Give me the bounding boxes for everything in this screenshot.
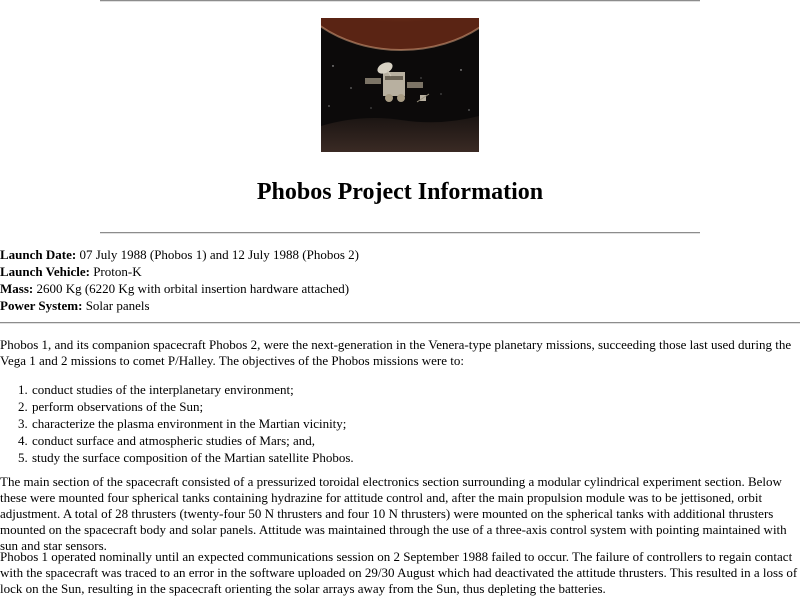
- fact-label: Launch Date:: [0, 247, 77, 262]
- fact-label: Mass:: [0, 281, 34, 296]
- fact-launch-vehicle: [0, 263, 800, 280]
- list-number: 2.: [18, 399, 28, 414]
- page-title: Phobos Project Information: [256, 179, 544, 205]
- list-item: [18, 415, 800, 432]
- list-number: 1.: [18, 382, 28, 397]
- fact-launch-date: [0, 246, 800, 263]
- list-item: [18, 398, 800, 415]
- fact-mass: [0, 280, 800, 297]
- fact-label: Power System:: [0, 298, 83, 313]
- list-number: 3.: [18, 416, 28, 431]
- spacecraft-description-paragraph: The main section of the spacecraft consisted of a pressurized toroidal electronics section surrounding a modular cylindrical experiment section. Below these were mounted four spherical tanks containing hydrazine for attitude control and, after the main propulsion module was to be jettisoned, orbit adjustment. A total of 28 thrusters (twenty-four 50 N thrusters and four 10 N thrusters) were mounted on the spherical tanks with additional thrusters mounted on the spacecraft body and solar panels. Attitude was maintained through the use of a three-axis control system with pointing maintained with sun and star sensors.: [0, 474, 787, 553]
- list-text: conduct studies of the interplanetary environment;: [32, 382, 294, 397]
- list-item: [18, 432, 800, 449]
- phobos1-status-paragraph: Phobos 1 operated nominally until an expected communications session on 2 September 1988 failed to occur. The failure of controllers to regain contact with the spacecraft was traced to an error in the software uploaded on 29/30 August which had deactivated the attitude thrusters. This resulted in a loss of lock on the Sun, resulting in the spacecraft orienting the solar arrays away from the Sun, thus depleting the batteries.: [0, 549, 798, 596]
- list-text: conduct surface and atmospheric studies of Mars; and,: [32, 433, 316, 448]
- list-text: characterize the plasma environment in the Martian vicinity;: [32, 416, 347, 431]
- list-item: [18, 381, 800, 398]
- list-text: perform observations of the Sun;: [32, 399, 204, 414]
- fact-value: 07 July 1988 (Phobos 1) and 12 July 1988 (Phobos 2): [76, 247, 359, 262]
- list-number: 4.: [18, 433, 28, 448]
- intro-paragraph: Phobos 1, and its companion spacecraft Phobos 2, were the next-generation in the Venera-type planetary missions, succeeding those last used during the Vega 1 and 2 missions to comet P/Halley. The objectives of the Phobos missions were to:: [0, 337, 792, 368]
- phobos-spacecraft-illustration: [321, 18, 479, 152]
- section-divider: [0, 322, 800, 324]
- fact-value: Solar panels: [82, 298, 150, 313]
- fact-value: Proton-K: [89, 264, 142, 279]
- list-item: [18, 449, 800, 466]
- list-number: 5.: [18, 450, 28, 465]
- fact-power-system: [0, 297, 800, 314]
- fact-value: 2600 Kg (6220 Kg with orbital insertion hardware attached): [33, 281, 350, 296]
- title-divider: [100, 232, 700, 234]
- fact-label: Launch Vehicle:: [0, 264, 90, 279]
- mission-facts: [0, 246, 800, 314]
- objectives-list: [0, 381, 800, 466]
- list-text: study the surface composition of the Martian satellite Phobos.: [32, 450, 354, 465]
- top-divider: [100, 0, 700, 2]
